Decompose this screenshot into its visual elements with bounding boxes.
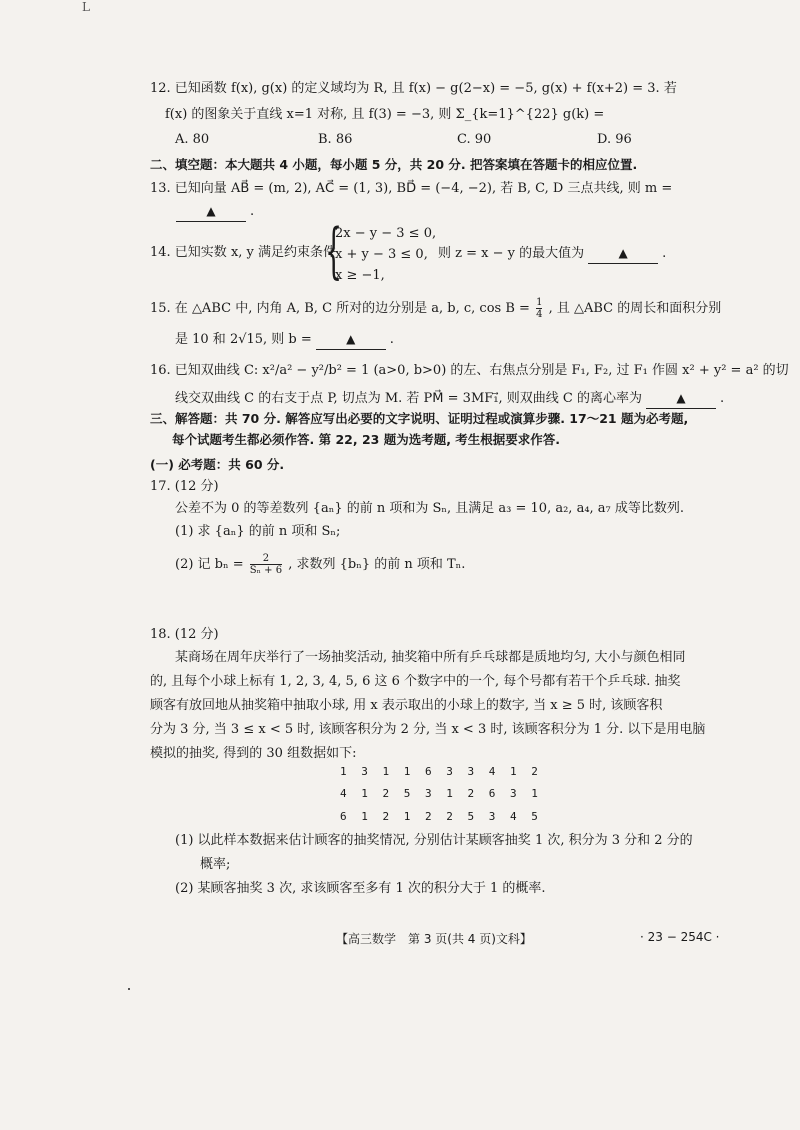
q14-prefix: 14. 已知实数 x, y 满足约束条件 (150, 245, 337, 260)
q14-blank-mark: ▲ (618, 246, 628, 260)
q17-part1: (1) 求 {aₙ} 的前 n 项和 Sₙ; (175, 524, 341, 539)
q17-frac-num: 2 (250, 553, 282, 565)
q12-line1: 12. 已知函数 f(x), g(x) 的定义域均为 R, 且 f(x) − g(2−x) = −5, g(x) + f(x+2) = 3. 若 (150, 81, 677, 96)
footer-page-info: 【高三数学 第 3 页(共 4 页)文科】 (336, 932, 532, 946)
corner-mark: L (82, 0, 90, 14)
q12-option-b: B. 86 (318, 132, 353, 147)
q15-frac-den: 4 (536, 309, 543, 320)
q16-blank-mark: ▲ (676, 391, 686, 405)
q16-blank (646, 389, 716, 409)
q13-blank (176, 202, 246, 222)
q14-suffix: 则 z = x − y 的最大值为 (438, 246, 585, 261)
q15-line1-a: 15. 在 △ABC 中, 内角 A, B, C 所对的边分别是 a, b, c, cos B = (150, 301, 530, 316)
q15-line1-b: , 且 △ABC 的周长和面积分别 (548, 301, 722, 316)
q18-data-row-1: 1 3 1 1 6 3 3 4 1 2 (340, 765, 542, 778)
q16-line1: 16. 已知双曲线 C: x²/a² − y²/b² = 1 (a>0, b>0) 的左、右焦点分别是 F₁, F₂, 过 F₁ 作圆 x² + y² = a² 的切 (150, 363, 789, 378)
q15-fraction (536, 297, 542, 320)
section3-heading-2: 每个试题考生都必须作答. 第 22, 23 题为选考题, 考生根据要求作答. (172, 432, 561, 447)
q16-end: . (719, 391, 725, 406)
q17-part2-a: (2) 记 bₙ = (175, 557, 244, 572)
q18-data-row-2: 4 1 2 5 3 1 2 6 3 1 (340, 787, 542, 800)
q14-blank (588, 244, 658, 264)
q17-frac-den: Sₙ + 6 (249, 565, 283, 576)
q12-line2: f(x) 的图象关于直线 x=1 对称, 且 f(3) = −3, 则 Σ_{k=1}^{22} g(k) = (165, 107, 605, 122)
q15-line2 (175, 330, 394, 350)
q18-data-row-3: 6 1 2 1 2 2 5 3 4 5 (340, 810, 542, 823)
q13-line1: 13. 已知向量 AB⃗ = (m, 2), AC⃗ = (1, 3), BD⃗ = (−4, −2), 若 B, C, D 三点共线, 则 m = (150, 181, 673, 196)
q18-body-1: 某商场在周年庆举行了一场抽奖活动, 抽奖箱中所有乒乓球都是质地均匀, 大小与颜色相同 (175, 650, 686, 665)
q12-option-d: D. 96 (597, 132, 632, 147)
section3-heading-1: 三、解答题：共 70 分. 解答应写出必要的文字说明、证明过程或演算步骤. 17～21 题为必考题, (150, 411, 689, 426)
q15-blank (316, 330, 386, 350)
q15-frac-num: 1 (536, 297, 543, 308)
q18-head: 18. (12 分) (150, 627, 219, 642)
q17-fraction (250, 553, 282, 576)
q15-line1 (150, 297, 721, 320)
scan-dot (128, 988, 130, 990)
q14-suffix-line (438, 244, 666, 264)
q13-answer-line (172, 202, 254, 222)
q13-blank-mark: ▲ (206, 204, 216, 218)
q15-end: . (389, 332, 394, 347)
q14-constraint-2: x + y − 3 ≤ 0, (335, 247, 428, 262)
q14-end: . (662, 246, 667, 261)
q15-blank-mark: ▲ (346, 332, 356, 346)
q18-part1-line2: 概率; (200, 857, 231, 872)
q15-line2-text: 是 10 和 2√15, 则 b = (175, 332, 312, 347)
section2-heading: 二、填空题：本大题共 4 小题，每小题 5 分，共 20 分. 把答案填在答题卡的相应位置. (150, 157, 638, 172)
q18-part2: (2) 某顾客抽奖 3 次, 求该顾客至多有 1 次的积分大于 1 的概率. (175, 881, 546, 896)
q17-part2 (175, 553, 465, 576)
q16-line2-text: 线交双曲线 C 的右支于点 P, 切点为 M. 若 PM⃗ = 3MF₁⃗, 则双曲线 C 的离心率为 (175, 391, 642, 406)
q18-part1-line1: (1) 以此样本数据来估计顾客的抽奖情况, 分别估计某顾客抽奖 1 次, 积分为 3 分和 2 分的 (175, 833, 693, 848)
q14-constraint-system (325, 216, 437, 286)
footer-code: · 23 − 254C · (640, 930, 720, 944)
q16-line2 (175, 389, 724, 409)
q14-constraint-3: x ≥ −1, (335, 268, 385, 283)
q18-body-4: 分为 3 分, 当 3 ≤ x < 5 时, 该顾客积分为 2 分, 当 x < 3 时, 该顾客积分为 1 分. 以下是用电脑 (150, 722, 706, 737)
q17-body: 公差不为 0 的等差数列 {aₙ} 的前 n 项和为 Sₙ, 且满足 a₃ = 10, a₂, a₄, a₇ 成等比数列. (175, 501, 685, 516)
q18-body-2: 的, 且每个小球上标有 1, 2, 3, 4, 5, 6 这 6 个数字中的一个, 每个号都有若干个乒乓球. 抽奖 (150, 674, 681, 689)
q12-option-c: C. 90 (457, 132, 492, 147)
q18-body-5: 模拟的抽奖, 得到的 30 组数据如下: (150, 746, 357, 761)
q18-body-3: 顾客有放回地从抽奖箱中抽取小球, 用 x 表示取出的小球上的数字, 当 x ≥ 5 时, 该顾客积 (150, 698, 663, 713)
brace-icon: { (325, 216, 343, 286)
q12-option-a: A. 80 (175, 132, 210, 147)
q14-constraint-1: 2x − y − 3 ≤ 0, (335, 226, 437, 241)
q13-end: . (250, 204, 255, 219)
q17-head: 17. (12 分) (150, 479, 219, 494)
required-heading: (一) 必考题：共 60 分. (150, 457, 285, 472)
q17-part2-b: , 求数列 {bₙ} 的前 n 项和 Tₙ. (288, 557, 466, 572)
